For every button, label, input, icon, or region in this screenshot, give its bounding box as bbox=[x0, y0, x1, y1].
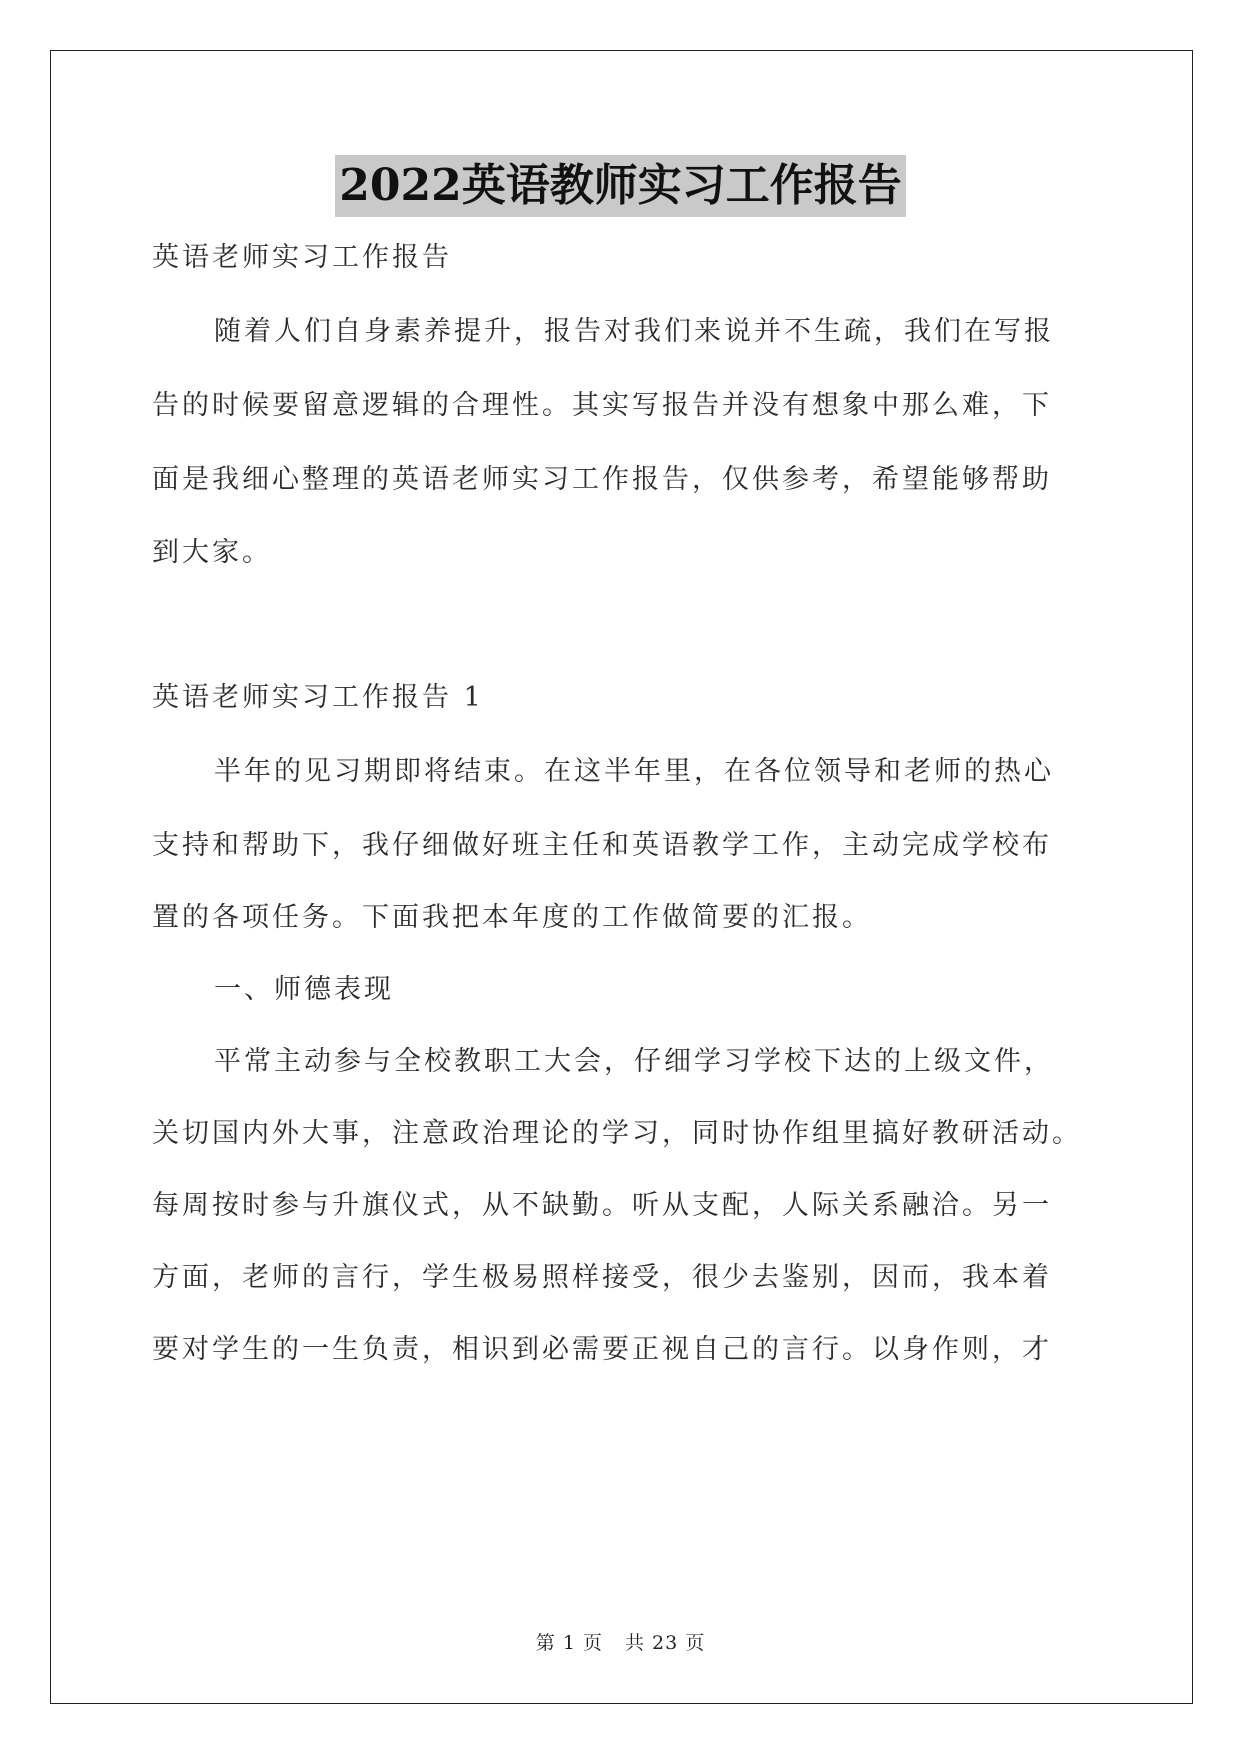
paragraph-line: 关切国内外大事，注意政治理论的学习，同时协作组里搞好教研活动。 bbox=[152, 1118, 1082, 1149]
subtitle-line: 英语老师实习工作报告 bbox=[152, 242, 452, 273]
title-container bbox=[0, 155, 1241, 217]
paragraph-line: 半年的见习期即将结束。在这半年里，在各位领导和老师的热心 bbox=[214, 756, 1054, 787]
document-title: 2022英语教师实习工作报告 bbox=[335, 155, 905, 217]
page-footer bbox=[0, 1628, 1241, 1655]
paragraph-line: 告的时候要留意逻辑的合理性。其实写报告并没有想象中那么难，下 bbox=[152, 390, 1052, 421]
paragraph-line: 每周按时参与升旗仪式，从不缺勤。听从支配，人际关系融洽。另一 bbox=[152, 1190, 1052, 1221]
paragraph-line: 方面，老师的言行，学生极易照样接受，很少去鉴别，因而，我本着 bbox=[152, 1262, 1052, 1293]
paragraph-line: 随着人们自身素养提升，报告对我们来说并不生疏，我们在写报 bbox=[214, 316, 1054, 347]
subheading-line: 一、师德表现 bbox=[214, 974, 394, 1005]
paragraph-line: 要对学生的一生负责，相识到必需要正视自己的言行。以身作则，才 bbox=[152, 1334, 1052, 1365]
paragraph-line: 平常主动参与全校教职工大会，仔细学习学校下达的上级文件， bbox=[214, 1046, 1054, 1077]
section-heading: 英语老师实习工作报告 1 bbox=[152, 682, 484, 713]
paragraph-line: 置的各项任务。下面我把本年度的工作做简要的汇报。 bbox=[152, 902, 872, 933]
paragraph-line: 到大家。 bbox=[152, 537, 272, 568]
paragraph-line: 支持和帮助下，我仔细做好班主任和英语教学工作，主动完成学校布 bbox=[152, 830, 1052, 861]
page-border bbox=[50, 50, 1193, 1704]
paragraph-line: 面是我细心整理的英语老师实习工作报告，仅供参考，希望能够帮助 bbox=[152, 464, 1052, 495]
page-total: 共 23 页 bbox=[624, 1632, 706, 1654]
page-number: 第 1 页 bbox=[535, 1632, 603, 1654]
